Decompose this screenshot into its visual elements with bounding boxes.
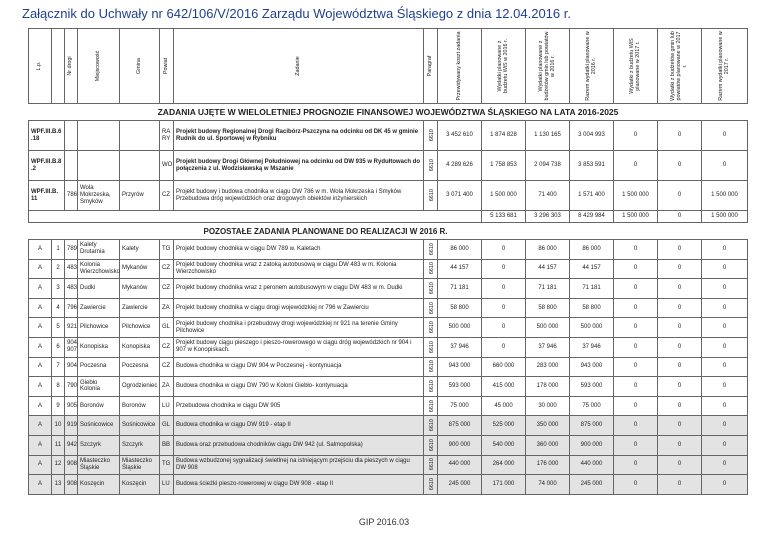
section-title: POZOSTAŁE ZADANIA PLANOWANE DO REALIZACJI W 2016 R. [29,223,748,240]
cell-w3: 0 [614,259,658,279]
cell-lp: A [29,279,52,299]
cell-w3: 0 [614,357,658,377]
header-wyd-2017-inne: Wydatki z budżetów gmin lub powiatów planowane w 2017 r. [658,29,702,104]
cell-r2: 0 [702,318,748,338]
cell-w2: 176 000 [526,455,570,475]
cell-w1: 0 [482,240,526,260]
cell-w2: 74 000 [526,475,570,495]
cell-w2: 360 000 [526,435,570,455]
cell-number: 3 [52,279,65,299]
cell-r2: 0 [702,475,748,495]
cell-r1: 86 000 [570,240,614,260]
cell-zadanie: Budowa chodnika w ciągu DW 919 - etap II [174,416,424,436]
cell-zadanie: Projekt budowy chodnika i przebudowy drogi wojewódzkiej nr 921 na terenie Gminy Pilchowice [174,318,424,338]
cell-r1: 900 000 [570,435,614,455]
cell-zadanie: Budowa oraz przebudowa chodników ciągu DW 942 (ul. Salmopolska) [174,435,424,455]
cell-r1: 3 004 993 [570,121,614,151]
cell-koszt: 71 181 [438,279,482,299]
cell-nr-drogi: 904 [65,357,78,377]
cell-paragraf [424,298,438,318]
table-row [29,337,748,357]
cell-miejscowosc: Pilchowice [78,318,120,338]
cell-number: 2 [52,259,65,279]
cell-gmina: Mykanów [120,259,160,279]
cell-paragraf [424,377,438,397]
cell-w4: 0 [658,151,702,181]
paragraph-code: 6610 [428,321,435,334]
cell-paragraf [424,475,438,495]
cell-zadanie: Projekt budowy chodnika w ciągu DW 789 w. Kaletach [174,240,424,260]
cell-nr-drogi [65,121,78,151]
header-lp: L.p. [29,29,52,104]
cell-gmina: Miasteczko Śląskie [120,455,160,475]
cell-miejscowosc: Wola Mokrzeska, Smyków [78,181,120,211]
header-nr-drogi: Nr drogi [65,29,78,104]
cell-number: 9 [52,396,65,416]
cell-paragraf [424,357,438,377]
cell-lp: A [29,240,52,260]
cell-r2: 0 [702,357,748,377]
header-razem-2017: Razem wydatki planowane w 2017 r. [702,29,748,104]
cell-w1: 0 [482,337,526,357]
cell-w4: 0 [658,259,702,279]
cell-r1: 1 571 400 [570,181,614,211]
cell-koszt: 593 000 [438,377,482,397]
header-wyd-2017-wis: Wydatki z budżetu WiS planowane w 2017 r. [614,29,658,104]
header-powiat: Powiat [160,29,174,104]
cell-powiat: WO [160,151,174,181]
cell-w3: 0 [614,475,658,495]
cell-lp: A [29,435,52,455]
cell-nr-drogi: 905 [65,396,78,416]
cell-zadanie: Przebudowa chodnika w ciągu DW 905 [174,396,424,416]
cell-paragraf [424,416,438,436]
cell-w4: 0 [658,475,702,495]
cell-r1: 943 000 [570,357,614,377]
cell-koszt: 86 000 [438,240,482,260]
cell-r2: 0 [702,396,748,416]
cell-w3: 0 [614,416,658,436]
cell-w3: 0 [614,377,658,397]
cell-paragraf [424,337,438,357]
cell-powiat: CZ [160,181,174,211]
cell-gmina: Koszęcin [120,475,160,495]
sum-w4: 0 [658,211,702,223]
header-razem-2016: Razem wydatki planowane w 2016 r. [570,29,614,104]
cell-gmina: Mykanów [120,279,160,299]
cell-powiat: RA RY [160,121,174,151]
cell-miejscowosc: Zawiercie [78,298,120,318]
cell-r2: 0 [702,121,748,151]
cell-r2: 0 [702,298,748,318]
cell-r2: 0 [702,337,748,357]
cell-lp: WPF.III.B.6 .18 [29,121,65,151]
cell-lp: A [29,455,52,475]
cell-nr-drogi: 942 [65,435,78,455]
cell-w2: 71 181 [526,279,570,299]
table-row [29,435,748,455]
cell-w1: 0 [482,279,526,299]
cell-paragraf [424,240,438,260]
cell-zadanie: Projekt budowy chodnika wraz z zatoką autobusową w ciągu DW 483 w m. Kolonia Wierzchowisko [174,259,424,279]
table-row [29,298,748,318]
cell-lp: A [29,475,52,495]
cell-w1: 1 874 828 [482,121,526,151]
header-paragraf: Paragraf [424,29,438,104]
cell-powiat: CZ [160,279,174,299]
sum-row [29,211,748,223]
paragraph-code: 6610 [428,380,435,393]
cell-nr-drogi: 908 [65,475,78,495]
cell-w1: 540 000 [482,435,526,455]
cell-paragraf [424,259,438,279]
cell-zadanie: Projekt budowy chodnika w ciągu drogi wojewódzkiej nr 796 w Zawierciu [174,298,424,318]
cell-zadanie: Projekt budowy Drogi Głównej Południowej na odcinku od DW 935 w Rydułtowach do połączenia z ul. Wodzisławską w Mszanie [174,151,424,181]
cell-w4: 0 [658,121,702,151]
cell-w3: 0 [614,337,658,357]
cell-zadanie: Projekt budowy Regionalnej Drogi Racibórz-Pszczyna na odcinku od DK 45 w gminie Rudnik do ul. Sportowej w Rybniku [174,121,424,151]
cell-w4: 0 [658,337,702,357]
cell-lp: WPF.III.B. 11 [29,181,65,211]
cell-gmina: Pilchowice [120,318,160,338]
cell-number: 10 [52,416,65,436]
cell-w3: 0 [614,435,658,455]
table-row [29,396,748,416]
cell-lp: A [29,377,52,397]
cell-r2: 0 [702,377,748,397]
cell-powiat: CZ [160,259,174,279]
paragraph-code: 6610 [428,262,435,275]
paragraph-code: 6610 [428,282,435,295]
cell-w1: 415 000 [482,377,526,397]
cell-powiat: GL [160,416,174,436]
cell-miejscowosc: Koszęcin [78,475,120,495]
cell-w3: 0 [614,455,658,475]
cell-zadanie: Budowa chodnika w ciągu DW 790 w Koloni Giebło- kontynuacja [174,377,424,397]
cell-powiat: ZA [160,298,174,318]
cell-number: 12 [52,455,65,475]
cell-miejscowosc: Poczesna [78,357,120,377]
wpf-row [29,121,748,151]
cell-nr-drogi: 921 [65,318,78,338]
cell-w4: 0 [658,357,702,377]
cell-w2: 37 946 [526,337,570,357]
cell-r1: 37 946 [570,337,614,357]
cell-gmina: Sośnicowice [120,416,160,436]
cell-paragraf [424,455,438,475]
tasks-table [28,28,748,495]
cell-lp: A [29,337,52,357]
cell-w1: 525 000 [482,416,526,436]
cell-number: 5 [52,318,65,338]
header-gmina: Gmina [120,29,160,104]
sum-w1: 5 133 681 [482,211,526,223]
cell-r2: 1 500 000 [702,181,748,211]
cell-lp: A [29,357,52,377]
header-wyd-2016-inne: Wydatki planowane z budżetów gmin lub powiatów w 2016 r. [526,29,570,104]
sum-w2: 3 296 303 [526,211,570,223]
cell-miejscowosc: Dudki [78,279,120,299]
paragraph-code: 6610 [428,478,435,491]
header-zadanie: Zadanie [174,29,424,104]
cell-number: 8 [52,377,65,397]
cell-zadanie: Budowa ścieżki pieszo-rowerowej w ciągu DW 908 - etap II [174,475,424,495]
cell-zadanie: Projekt budowy i budowa chodnika w ciągu DW 786 w m. Wola Mokrzeska i Smyków Przebudowa dróg wojewódzkich oraz drogowych obiektów inżynierskich [174,181,424,211]
cell-zadanie: Projekt budowy chodnika wraz z peronem autobusowym w ciągu DW 483 w m. Dudki [174,279,424,299]
cell-powiat: BB [160,435,174,455]
cell-lp: A [29,416,52,436]
cell-zadanie: Budowa wzbudzonej sygnalizacji świetlnej na istniejącym przejściu dla pieszych w ciągu DW 908 [174,455,424,475]
cell-powiat: CZ [160,337,174,357]
cell-powiat: GL [160,318,174,338]
cell-w4: 0 [658,298,702,318]
cell-r2: 0 [702,416,748,436]
cell-miejscowosc [78,121,120,151]
cell-miejscowosc: Kalety Drutarnia [78,240,120,260]
section-other-heading [29,223,748,240]
cell-powiat: LU [160,396,174,416]
cell-w3: 0 [614,151,658,181]
cell-w1: 45 000 [482,396,526,416]
cell-miejscowosc: Sośnicowice [78,416,120,436]
header-miejscowosc: Miejscowość [78,29,120,104]
cell-r1: 500 000 [570,318,614,338]
cell-lp: A [29,396,52,416]
cell-w1: 171 000 [482,475,526,495]
wpf-row [29,181,748,211]
cell-nr-drogi: 483 [65,259,78,279]
paragraph-code: 6610 [428,399,435,412]
cell-w2: 283 000 [526,357,570,377]
cell-number: 6 [52,337,65,357]
cell-w2: 86 000 [526,240,570,260]
cell-w2: 30 000 [526,396,570,416]
cell-w3: 0 [614,396,658,416]
cell-w4: 0 [658,455,702,475]
cell-paragraf [424,396,438,416]
cell-paragraf [424,435,438,455]
cell-paragraf [424,121,438,151]
cell-nr-drogi: 919 [65,416,78,436]
cell-gmina: Ogrodzieniec [120,377,160,397]
cell-zadanie: Projekt budowy ciągu pieszego i pieszo-rowerowego w ciągu dróg wojewódzkich nr 904 i 907 w Konopiskach. [174,337,424,357]
cell-r2: 0 [702,435,748,455]
paragraph-code: 6610 [428,438,435,452]
cell-w4: 0 [658,435,702,455]
cell-paragraf [424,151,438,181]
cell-gmina: Konopiska [120,337,160,357]
cell-w1: 0 [482,298,526,318]
cell-w3: 0 [614,121,658,151]
cell-koszt: 900 000 [438,435,482,455]
cell-nr-drogi: 796 [65,298,78,318]
cell-w2: 350 000 [526,416,570,436]
cell-paragraf [424,318,438,338]
cell-lp: A [29,318,52,338]
cell-w4: 0 [658,318,702,338]
table-row [29,357,748,377]
cell-koszt: 500 000 [438,318,482,338]
paragraph-code: 6610 [428,242,435,256]
cell-w1: 1 500 000 [482,181,526,211]
table-row [29,318,748,338]
cell-koszt: 245 000 [438,475,482,495]
cell-paragraf [424,181,438,211]
cell-miejscowosc: Kolonia Wierzchowisko [78,259,120,279]
cell-number: 7 [52,357,65,377]
table-row [29,455,748,475]
cell-r1: 44 157 [570,259,614,279]
cell-r2: 0 [702,455,748,475]
cell-miejscowosc: Giebło Kolonia [78,377,120,397]
header-n [52,29,65,104]
cell-nr-drogi: 483 [65,279,78,299]
cell-gmina [120,151,160,181]
cell-r1: 593 000 [570,377,614,397]
cell-paragraf [424,279,438,299]
cell-w1: 0 [482,318,526,338]
cell-number: 1 [52,240,65,260]
cell-miejscowosc: Boronów [78,396,120,416]
cell-gmina: Zawiercie [120,298,160,318]
sum-r1: 8 429 984 [570,211,614,223]
header-row [29,29,748,104]
cell-r1: 75 000 [570,396,614,416]
cell-gmina [120,121,160,151]
footer-code: GIP 2016.03 [358,517,410,527]
paragraph-code: 6610 [428,458,435,471]
cell-w3: 0 [614,279,658,299]
cell-w4: 0 [658,416,702,436]
table-row [29,377,748,397]
cell-w3: 0 [614,298,658,318]
cell-miejscowosc: Konopiska [78,337,120,357]
cell-koszt: 943 000 [438,357,482,377]
cell-koszt: 875 000 [438,416,482,436]
cell-w4: 0 [658,377,702,397]
cell-koszt: 3 452 610 [438,121,482,151]
cell-w1: 1 758 853 [482,151,526,181]
cell-r2: 0 [702,259,748,279]
section-wpf-heading: ZADANIA UJĘTE W WIELOLETNIEJ PROGNOZIE FINANSOWEJ WOJEWÓDZTWA ŚLĄSKIEGO NA LATA 2016-2025 [29,104,748,121]
cell-powiat: ZA [160,377,174,397]
cell-w4: 0 [658,240,702,260]
cell-lp: WPF.III.B.8 .2 [29,151,65,181]
cell-nr-drogi: 908 [65,455,78,475]
paragraph-code: 6610 [428,360,435,373]
table-row [29,259,748,279]
cell-w4: 0 [658,181,702,211]
cell-nr-drogi: 786 [65,181,78,211]
cell-number: 13 [52,475,65,495]
paragraph-code: 6610 [428,159,435,172]
cell-w2: 178 000 [526,377,570,397]
table-row [29,279,748,299]
cell-lp: A [29,259,52,279]
cell-r2: 0 [702,279,748,299]
sum-spacer [29,211,482,223]
cell-w2: 2 094 738 [526,151,570,181]
cell-miejscowosc [78,151,120,181]
cell-r1: 3 853 591 [570,151,614,181]
cell-zadanie: Budowa chodnika w ciągu DW 904 w Poczesnej - kontynuacja [174,357,424,377]
cell-w1: 264 000 [482,455,526,475]
cell-koszt: 75 000 [438,396,482,416]
table-row [29,240,748,260]
cell-number: 4 [52,298,65,318]
header-wyd-2016-wis: Wydatki planowane z budżetu WiS w 2016 r. [482,29,526,104]
cell-r2: 0 [702,240,748,260]
paragraph-code: 6610 [428,340,435,354]
table-row [29,416,748,436]
table-row [29,475,748,495]
paragraph-code: 6610 [428,301,435,314]
cell-w3: 0 [614,318,658,338]
wpf-row [29,151,748,181]
cell-koszt: 3 071 400 [438,181,482,211]
cell-w4: 0 [658,396,702,416]
cell-number: 11 [52,435,65,455]
cell-w2: 44 157 [526,259,570,279]
cell-r1: 875 000 [570,416,614,436]
cell-w1: 660 000 [482,357,526,377]
paragraph-code: 6610 [428,189,435,202]
cell-nr-drogi: 789 [65,240,78,260]
cell-r2: 0 [702,151,748,181]
cell-koszt: 58 800 [438,298,482,318]
cell-r1: 440 000 [570,455,614,475]
cell-gmina: Kalety [120,240,160,260]
cell-gmina: Szczyrk [120,435,160,455]
paragraph-code: 6610 [428,129,435,142]
cell-nr-drogi: 904, 907 [65,337,78,357]
cell-r1: 58 800 [570,298,614,318]
cell-gmina: Przyrów [120,181,160,211]
cell-miejscowosc: Szczyrk [78,435,120,455]
cell-miejscowosc: Miasteczko Śląskie [78,455,120,475]
cell-koszt: 440 000 [438,455,482,475]
cell-r1: 245 000 [570,475,614,495]
paragraph-code: 6610 [428,419,435,432]
sum-w3: 1 500 000 [614,211,658,223]
cell-gmina: Poczesna [120,357,160,377]
cell-w2: 58 800 [526,298,570,318]
cell-lp: A [29,298,52,318]
cell-powiat: TG [160,240,174,260]
cell-w2: 71 400 [526,181,570,211]
cell-gmina: Boronów [120,396,160,416]
cell-w3: 1 500 000 [614,181,658,211]
cell-koszt: 44 157 [438,259,482,279]
sum-r2: 1 500 000 [702,211,748,223]
cell-w2: 1 130 165 [526,121,570,151]
cell-w3: 0 [614,240,658,260]
cell-w4: 0 [658,279,702,299]
cell-r1: 71 181 [570,279,614,299]
cell-nr-drogi: 790 [65,377,78,397]
cell-nr-drogi [65,151,78,181]
cell-powiat: TG [160,455,174,475]
cell-powiat: LU [160,475,174,495]
cell-w1: 0 [482,259,526,279]
cell-koszt: 4 289 626 [438,151,482,181]
cell-powiat: CZ [160,357,174,377]
cell-koszt: 37 946 [438,337,482,357]
header-koszt: Przewidywany koszt zadania [438,29,482,104]
page-title: Załącznik do Uchwały nr 642/106/V/2016 Zarządu Województwa Śląskiego z dnia 12.04.2016 r. [22,6,571,21]
cell-w2: 500 000 [526,318,570,338]
